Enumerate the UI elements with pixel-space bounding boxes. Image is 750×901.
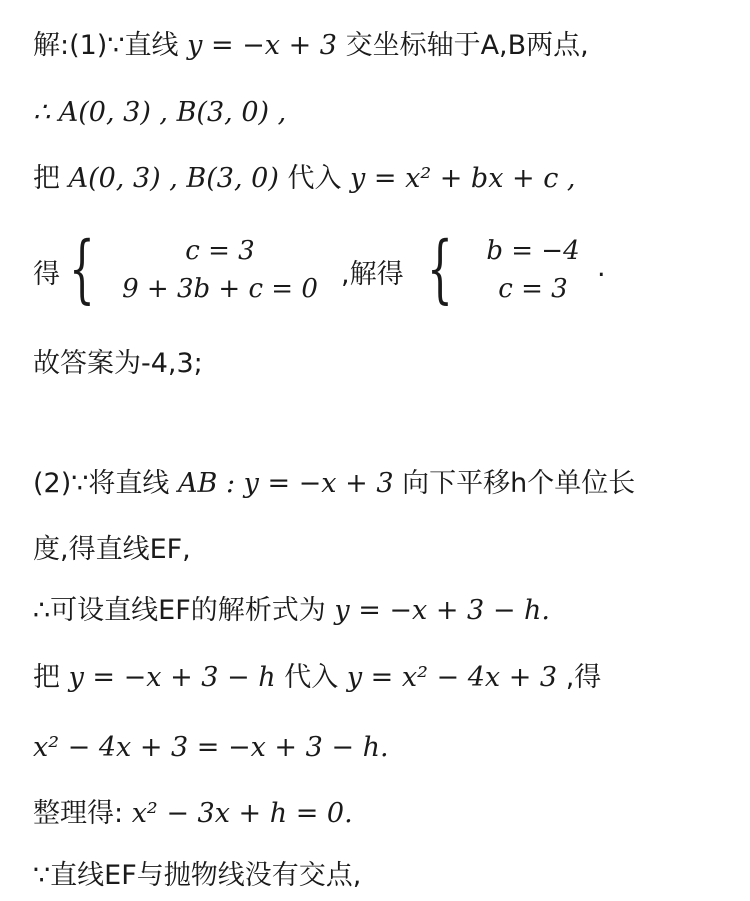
math-expression: A(0, 3) , B(3, 0) [68,163,279,194]
line-simplify [33,796,738,832]
text: 把 [33,163,60,194]
text: 解:(1)∵直线 [33,30,179,61]
text: ∵直线EF与抛物线没有交点, [33,860,362,891]
line-equation [33,730,738,766]
line-no-intersection [33,858,738,894]
text: ∴可设直线EF的解析式为 [33,595,326,626]
text: 交坐标轴于A,B两点, [345,30,589,61]
math-expression: ∴ A(0, 3) , B(3, 0) , [33,97,287,128]
system-label: ,解得 [341,259,404,290]
system1-equation: c = 3 [185,236,255,266]
line-points [33,95,738,131]
text: 代入 [284,662,339,693]
system1-equation: 9 + 3b + c = 0 [122,274,318,304]
text: 代入 [287,163,342,194]
left-brace: { [427,226,453,312]
equation-systems [33,228,738,314]
line-substitute2 [33,660,738,696]
text: 故答案为-4,3; [33,348,203,379]
math-expression: y = x² − 4x + 3 [346,662,558,693]
math-expression: AB : y = −x + 3 [178,468,394,499]
line-ef-equation [33,593,738,629]
math-expression: y = −x + 3 − h [68,662,276,693]
text: (2)∵将直线 [33,468,170,499]
math-expression: y = x² + bx + c , [350,163,576,194]
math-expression: y = −x + 3 [187,30,337,61]
line-part2-intro [33,466,738,502]
text: 向下平移h个单位长 [402,468,636,499]
math-expression: y = −x + 3 − h. [334,595,550,626]
math-expression: x² − 4x + 3 = −x + 3 − h. [33,732,389,763]
text: 把 [33,662,60,693]
line-part1-intro [33,28,738,64]
math-expression: x² − 3x + h = 0. [131,798,353,829]
line-substitute [33,161,738,197]
text: ,得 [565,662,602,693]
text: 度,得直线EF, [33,534,191,565]
period: . [597,252,606,283]
system2-equation: b = −4 [486,236,580,266]
line-answer1 [33,346,738,382]
text: 整理得: [33,798,124,829]
system-label: 得 [33,259,60,290]
line-part2-cont [33,532,738,568]
system2-equation: c = 3 [498,274,568,304]
left-brace: { [69,226,95,312]
